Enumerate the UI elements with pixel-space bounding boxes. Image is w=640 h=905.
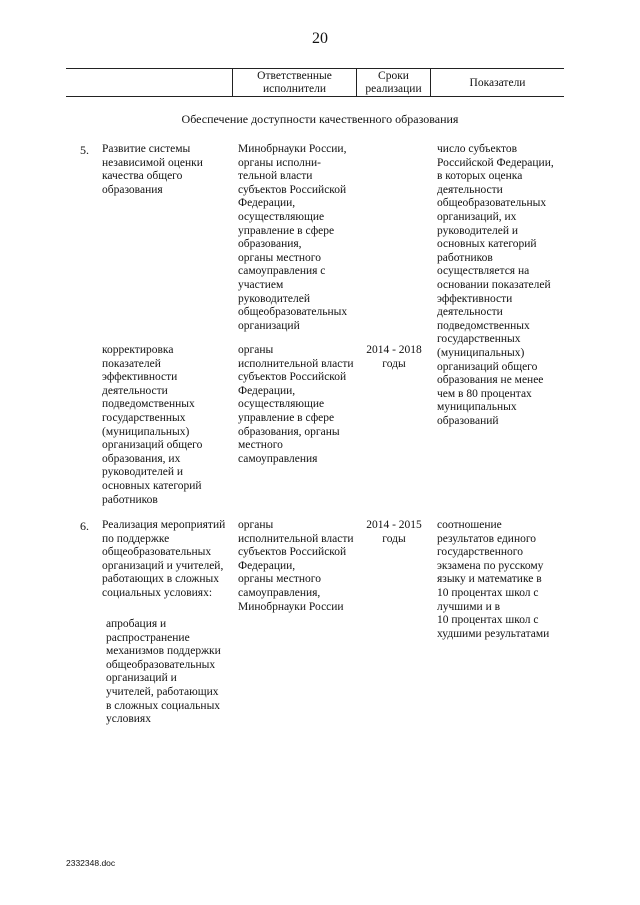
header-deadlines: Сроки реализации [365, 70, 422, 95]
table-header-bottom-line [66, 96, 564, 97]
row-5-responsible: Минобрнауки России, органы исполни- тельной власти субъектов Российской Федерации, осуществляющие управление в сфере образования, органы местного самоуправления с участием руководителей общеобразовательных организаций [238, 143, 348, 332]
row-6-deadline: 2014 - 2015 годы [366, 519, 422, 545]
row-5-sub-responsible: органы исполнительной власти субъектов Российской Федерации, осуществляющие управление в сфере образования, органы местного самоуправления [238, 344, 354, 465]
row-5-deadline: 2014 - 2018 годы [366, 344, 422, 370]
row-6-number: 6. [80, 519, 89, 533]
row-5-activity: Развитие системы независимой оценки качества общего образования [102, 143, 203, 196]
table-header-top-line [66, 68, 564, 69]
section-title: Обеспечение доступности качественного образования [181, 112, 459, 126]
row-5-indicator: число субъектов Российской Федерации, в которых оценка деятельности общеобразовательных организаций, их руководителей и основных категорий работников осуществляется на основании показателей эффективности деятельности подведомственных государственных (муниципальных) организаций общего образования не менее чем в 80 процентах муниципальных образований [437, 143, 554, 427]
row-6-responsible: органы исполнительной власти субъектов Российской Федерации, органы местного самоуправления, Минобрнауки России [238, 519, 354, 613]
row-6-sub-activity: апробация и распространение механизмов поддержки общеобразовательных организаций и учителей, работающих в сложных социальных условиях [106, 618, 221, 726]
document-footer: 2332348.doc [66, 858, 116, 868]
page-number: 20 [312, 30, 328, 47]
row-6-activity: Реализация мероприятий по поддержке общеобразовательных организаций и учителей, работающих в сложных социальных условиях: [102, 519, 226, 599]
header-responsible: Ответственные исполнители [257, 70, 332, 95]
header-indicators: Показатели [469, 77, 526, 89]
row-5-number: 5. [80, 143, 89, 157]
row-6-indicator: соотношение результатов единого государственного экзамена по русскому языку и математике в 10 процентах школ с лучшими и в 10 процентах школ с худшими результатами [437, 519, 550, 640]
row-5-sub-activity: корректировка показателей эффективности деятельности подведомственных государственных (муниципальных) организаций общего образования, их руководителей и основных категорий работников [102, 344, 203, 506]
